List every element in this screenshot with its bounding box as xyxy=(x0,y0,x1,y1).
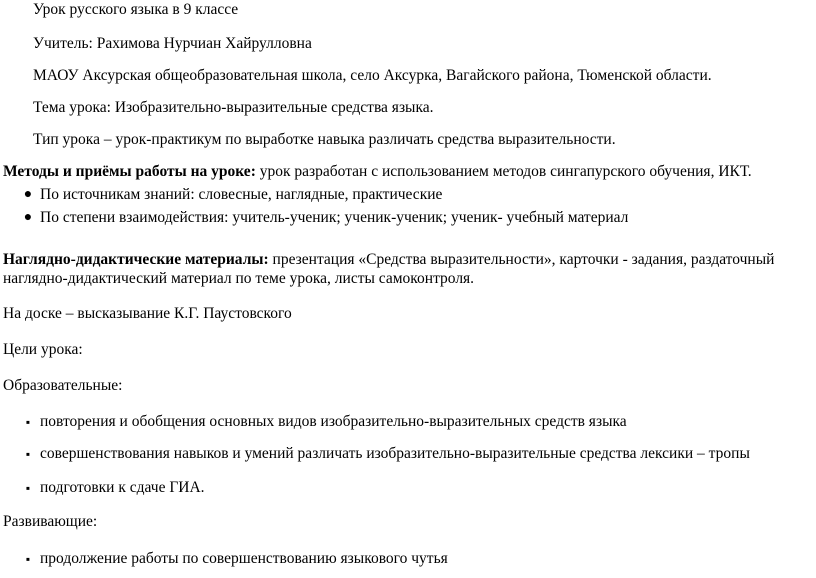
bullet-icon: ● xyxy=(23,187,33,202)
methods-paragraph xyxy=(3,163,752,181)
document-page: Урок русского языка в 9 классе Учитель: Рахимова Нурчиан Хайрулловна МАОУ Аксурская общеобразовательная школа, село Аксурка, Вагайского района, Тюменской области. Тема урока: Изобразительно-выразительные средства языка. Тип урока – урок-практикум по выработке навыка различать средства выразительности. Методы и приёмы работы на уроке: урок разработан с использованием методов сингапурского обучения, ИКТ. ● По источникам знаний: словесные, наглядные, практические ● По степени взаимодействия: учитель-ученик; ученик-ученик; ученик- учебный материал Наглядно-дидактические материалы: презентация «Средства выразительности», карточки - задания, раздаточный наглядно-дидактический материал по теме урока, листы самоконтроля. На доске – высказывание К.Г. Паустовского Цели урока: Образовательные: ▪ повторения и обобщения основных видов изобразительно-выразительных средств языка ▪ совершенствования навыков и умений различать изобразительно-выразительные средства лексики – тропы ▪ подготовки к сдаче ГИА. Развивающие: ▪ продолжение работы по совершенствованию языкового чутья xyxy=(3,1,775,567)
materials-label: Наглядно-дидактические материалы: xyxy=(3,251,269,268)
materials-paragraph-cont: наглядно-дидактический материал по теме урока, листы самоконтроля. xyxy=(3,270,475,287)
methods-label: Методы и приёмы работы на уроке: xyxy=(3,163,256,180)
goals-title: Цели урока: xyxy=(3,341,83,358)
school-line: МАОУ Аксурская общеобразовательная школа, село Аксурка, Вагайского района, Тюменской области. xyxy=(33,67,712,84)
lesson-title: Урок русского языка в 9 классе xyxy=(33,1,239,18)
board-quote-line: На доске – высказывание К.Г. Паустовского xyxy=(3,305,292,322)
teacher-line: Учитель: Рахимова Нурчиан Хайрулловна xyxy=(33,35,312,52)
developing-title: Развивающие: xyxy=(3,513,98,530)
bullet-icon: ▪ xyxy=(25,415,31,429)
methods-text: урок разработан с использованием методов сингапурского обучения, ИКТ. xyxy=(255,163,752,180)
lesson-type-line: Тип урока – урок-практикум по выработке навыка различать средства выразительности. xyxy=(33,131,616,148)
materials-paragraph xyxy=(3,251,774,269)
bullet-icon: ▪ xyxy=(25,481,31,495)
bullet-icon: ▪ xyxy=(25,447,31,461)
materials-text: презентация «Средства выразительности», карточки - задания, раздаточный xyxy=(268,251,775,268)
topic-line: Тема урока: Изобразительно-выразительные средства языка. xyxy=(33,99,434,116)
bullet-icon: ▪ xyxy=(25,552,31,566)
bullet-icon: ● xyxy=(23,210,33,225)
educational-title: Образовательные: xyxy=(3,377,123,394)
